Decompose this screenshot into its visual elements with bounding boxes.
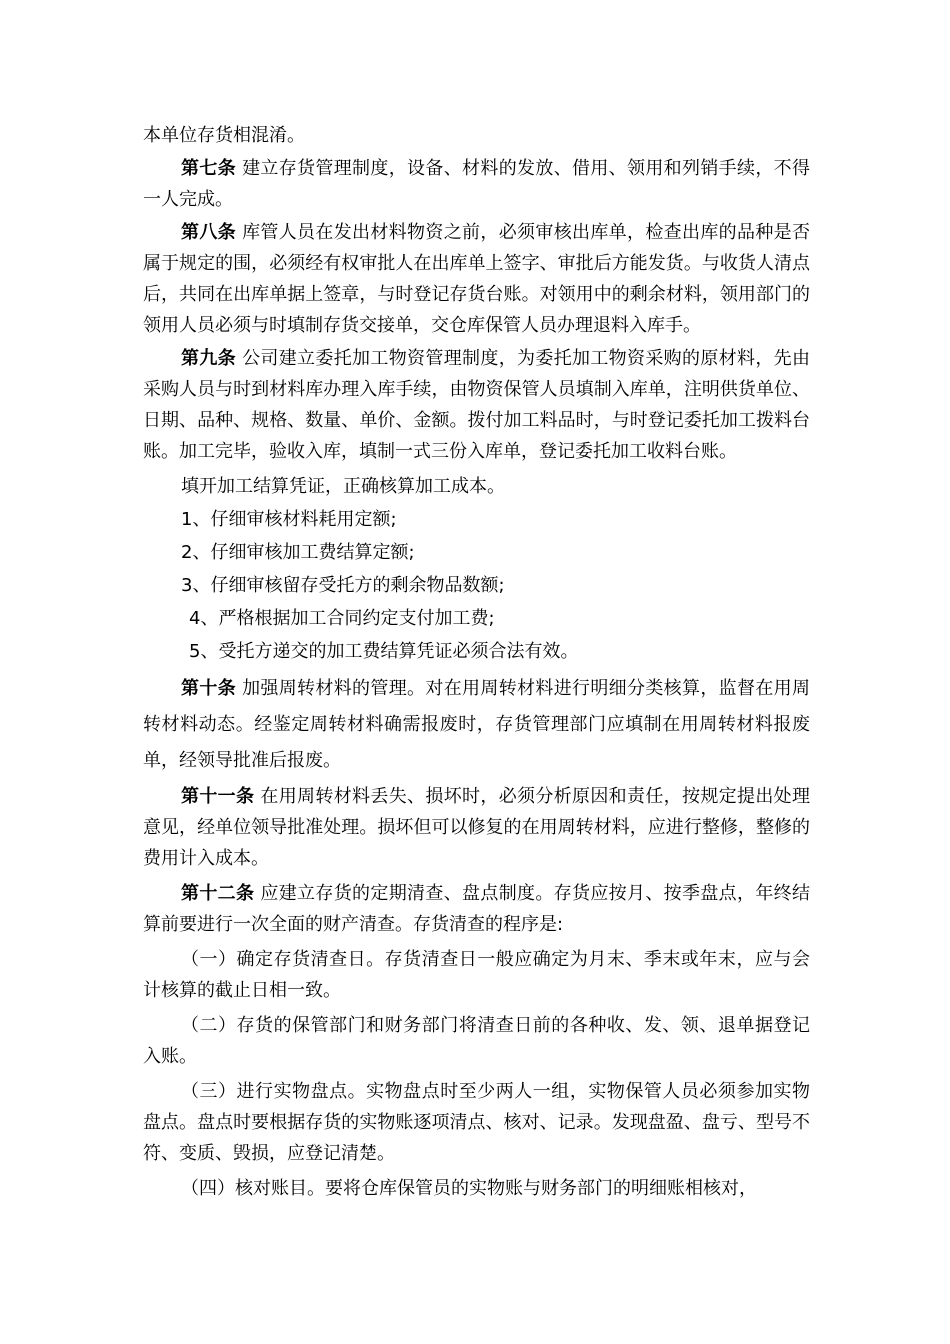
list-item: 4、严格根据加工合同约定支付加工费; <box>189 608 495 629</box>
article-title: 第十一条 <box>181 786 255 807</box>
list-item: 3、仔细审核留存受托方的剩余物品数额; <box>181 575 505 596</box>
article-7 <box>143 153 810 215</box>
article-text: 库管人员在发出材料物资之前，必须审核出库单，检查出库的品种是否属于规定的围，必须经有权审批人在出库单上签字、审批后方能发货。与收货人清点后，共同在出库单据上签章，与时登记存货台账。对领用中的剩余材料，领用部门的领用人员必须与时填制存货交接单，交仓库保管人员办理退料入库手。 <box>143 222 810 336</box>
article-9 <box>143 343 810 467</box>
article-text: 加强周转材料的管理。对在用周转材料进行明细分类核算，监督在用周转材料动态。经鉴定周转材料确需报废时，存货管理部门应填制在用周转材料报废单，经领导批准后报废。 <box>143 678 810 771</box>
paragraph-text: （二）存货的保管部门和财务部门将清查日前的各种收、发、领、退单据登记入账。 <box>143 1015 810 1067</box>
article-title: 第八条 <box>181 222 236 243</box>
article-10 <box>143 671 810 779</box>
paragraph-text: 本单位存货相混淆。 <box>143 125 305 146</box>
article-title: 第七条 <box>181 158 236 179</box>
paragraph-text: （四）核对账目。要将仓库保管员的实物账与财务部门的明细账相核对， <box>181 1178 757 1199</box>
paragraph-text: （三）进行实物盘点。实物盘点时至少两人一组，实物保管人员必须参加实物盘点。盘点时要根据存货的实物账逐项清点、核对、记录。发现盘盈、盘亏、型号不符、变质、毁损，应登记清楚。 <box>143 1081 810 1164</box>
article-12 <box>143 878 810 940</box>
article-8 <box>143 217 810 341</box>
article-text: 应建立存货的定期清查、盘点制度。存货应按月、按季盘点，年终结算前要进行一次全面的财产清查。存货清查的程序是: <box>143 883 810 935</box>
article-title: 第十条 <box>181 678 236 699</box>
paragraph-text: （一）确定存货清查日。存货清查日一般应确定为月末、季末或年末，应与会计核算的截止日相一致。 <box>143 949 810 1001</box>
list-item: 2、仔细审核加工费结算定额; <box>181 542 415 563</box>
list-item: 5、受托方递交的加工费结算凭证必须合法有效。 <box>189 641 579 662</box>
article-text: 建立存货管理制度，设备、材料的发放、借用、领用和列销手续，不得一人完成。 <box>143 158 810 210</box>
paragraph-continuation <box>143 120 810 151</box>
article-11 <box>143 781 810 874</box>
procedure-step-1 <box>143 944 810 1006</box>
article-title: 第十二条 <box>181 883 255 904</box>
paragraph-text: 填开加工结算凭证，正确核算加工成本。 <box>181 476 505 497</box>
procedure-step-3 <box>143 1076 810 1169</box>
document-body <box>143 120 810 1206</box>
procedure-step-2 <box>143 1010 810 1072</box>
article-title: 第九条 <box>181 348 236 369</box>
article-text: 公司建立委托加工物资管理制度，为委托加工物资采购的原材料，先由采购人员与时到材料库办理入库手续，由物资保管人员填制入库单，注明供货单位、日期、品种、规格、数量、单价、金额。拨付加工料品时，与时登记委托加工拨料台账。加工完毕，验收入库，填制一式三份入库单，登记委托加工收料台账。 <box>143 348 810 462</box>
list-item: 1、仔细审核材料耗用定额; <box>181 509 397 530</box>
procedure-step-4 <box>143 1173 810 1204</box>
article-9-subparagraph <box>143 471 810 502</box>
article-text: 在用周转材料丢失、损坏时，必须分析原因和责任，按规定提出处理意见，经单位领导批准处理。损坏但可以修复的在用周转材料，应进行整修，整修的费用计入成本。 <box>143 786 810 869</box>
